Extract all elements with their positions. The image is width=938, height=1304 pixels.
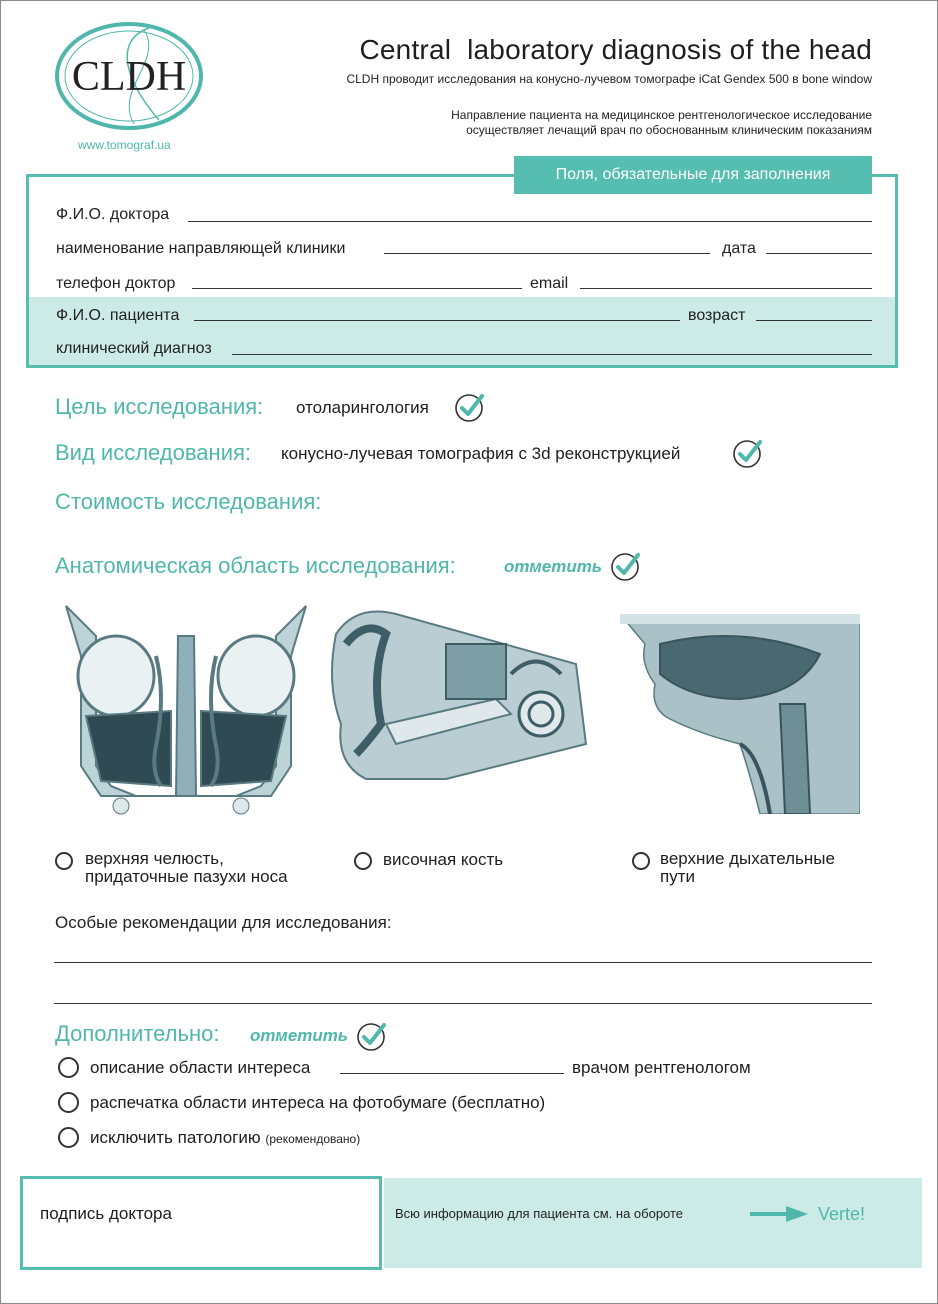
option-maxilla-line2: придаточные пазухи носа [85, 867, 288, 886]
clinic-label: наименование направляющей клиники [56, 240, 346, 257]
signature-label: подпись доктора [40, 1204, 172, 1223]
recommendations-label: Особые рекомендации для исследования: [55, 913, 392, 932]
option-describe-radio[interactable] [58, 1057, 79, 1078]
option-exclude-text: исключить патологию [90, 1128, 261, 1147]
doctor-name-label: Ф.И.О. доктора [56, 206, 170, 223]
date-field[interactable] [766, 253, 872, 254]
page-subtitle: CLDH проводит исследования на конусно-лучевом томографе iCat Gendex 500 в bone window [346, 72, 872, 86]
verte-link[interactable]: Verte! [818, 1204, 866, 1224]
page-title: Central laboratory diagnosis of the head [359, 34, 872, 65]
additional-heading: Дополнительно: [55, 1021, 220, 1046]
option-exclude-note: (рекомендовано) [265, 1132, 361, 1146]
header-note-line1: Направление пациента на медицинское рентгенологическое исследование [451, 108, 872, 122]
email-label: email [530, 275, 569, 292]
header-note-line2: осуществляет лечащий врач по обоснованным клиническим показаниям [466, 123, 872, 137]
sinus-illustration [56, 596, 316, 816]
option-airways-radio[interactable] [632, 852, 650, 870]
check-icon[interactable] [610, 550, 642, 582]
purpose-heading: Цель исследования: [55, 394, 264, 419]
diagnosis-label: клинический диагноз [56, 340, 212, 357]
describe-field[interactable] [340, 1073, 564, 1074]
cldh-logo [54, 20, 204, 132]
svg-text:CLDH: CLDH [71, 54, 187, 100]
recommendations-line-2[interactable] [54, 1003, 872, 1004]
age-field[interactable] [756, 320, 872, 321]
diagnosis-field[interactable] [232, 354, 872, 355]
patient-name-label: Ф.И.О. пациента [56, 307, 180, 324]
cost-heading: Стоимость исследования: [55, 489, 322, 514]
doctor-name-field[interactable] [188, 221, 872, 222]
header-note [451, 108, 872, 138]
anatomy-heading: Анатомическая область исследования: [55, 553, 456, 578]
recommendations-line-1[interactable] [54, 962, 872, 963]
anatomy-mark-hint: отметить [504, 557, 603, 576]
study-type-heading: Вид исследования: [55, 440, 252, 465]
email-field[interactable] [580, 288, 872, 289]
option-maxilla-radio[interactable] [55, 852, 73, 870]
age-label: возраст [688, 307, 746, 324]
option-airways-line2: пути [660, 867, 695, 886]
option-maxilla-label [85, 850, 288, 886]
check-icon[interactable] [356, 1020, 388, 1052]
patient-name-field[interactable] [194, 320, 680, 321]
option-temporal-radio[interactable] [354, 852, 372, 870]
option-print-radio[interactable] [58, 1092, 79, 1113]
option-exclude-radio[interactable] [58, 1127, 79, 1148]
airway-illustration [620, 614, 860, 814]
footer-info: Всю информацию для пациента см. на обороте [395, 1206, 684, 1221]
required-fields-tab: Поля, обязательные для заполнения [514, 156, 872, 194]
check-icon[interactable] [732, 437, 764, 469]
option-print-label: распечатка области интереса на фотобумаге (бесплатно) [90, 1093, 546, 1112]
option-airways-label [660, 850, 835, 886]
purpose-value: отоларингология [296, 398, 429, 417]
additional-mark-hint: отметить [250, 1026, 349, 1045]
date-label: дата [722, 240, 756, 257]
phone-field[interactable] [192, 288, 522, 289]
option-exclude-label [90, 1129, 360, 1148]
clinic-field[interactable] [384, 253, 710, 254]
check-icon[interactable] [454, 391, 486, 423]
logo-url[interactable]: www.tomograf.ua [78, 138, 171, 152]
temporal-bone-illustration [326, 604, 592, 784]
phone-label: телефон доктор [56, 275, 176, 292]
arrow-right-icon [750, 1204, 810, 1224]
option-maxilla-line1: верхняя челюсть, [85, 849, 224, 868]
study-type-value: конусно-лучевая томография с 3d реконструкцией [281, 444, 681, 463]
option-describe-label: описание области интереса [90, 1058, 311, 1077]
option-airways-line1: верхние дыхательные [660, 849, 835, 868]
option-temporal-label: височная кость [383, 850, 504, 869]
option-describe-suffix: врачом рентгенологом [572, 1058, 751, 1077]
